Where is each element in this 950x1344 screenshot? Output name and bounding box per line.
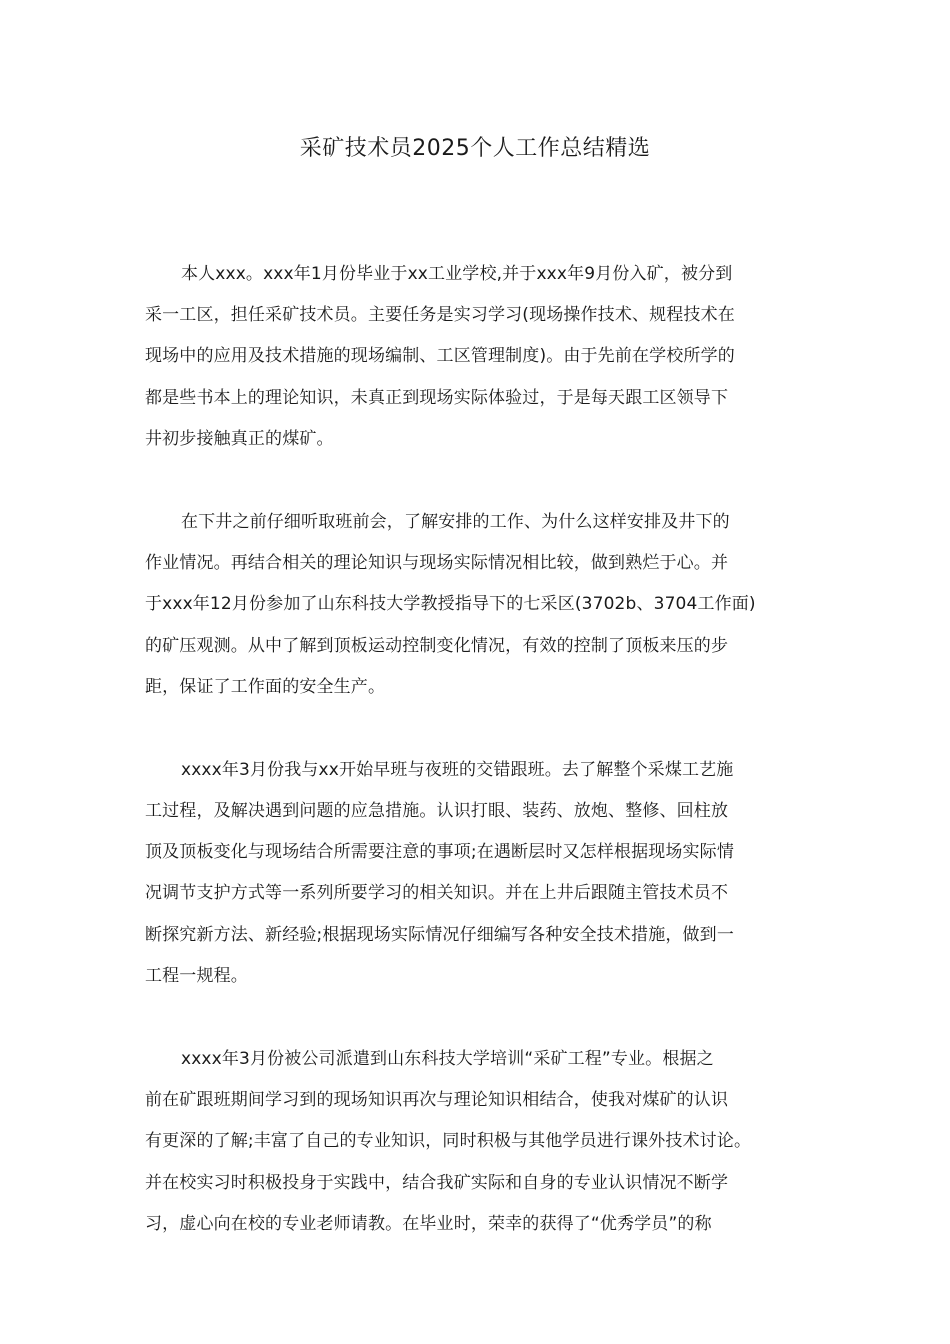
paragraph-line: 习，虚心向在校的专业老师请教。在毕业时，荣幸的获得了“优秀学员”的称 [145, 1213, 712, 1234]
paragraph-line: 的矿压观测。从中了解到顶板运动控制变化情况，有效的控制了顶板来压的步 [145, 635, 729, 656]
paragraph-1 [145, 254, 809, 460]
paragraph-line: 前在矿跟班期间学习到的现场知识再次与理论知识相结合，使我对煤矿的认识 [145, 1090, 729, 1111]
paragraph-line: 顶及顶板变化与现场结合所需要注意的事项;在遇断层时又怎样根据现场实际情 [145, 842, 734, 863]
paragraph-line: 于xxx年12月份参加了山东科技大学教授指导下的七采区(3702b、3704工作面) [145, 594, 756, 615]
paragraph-line: 采一工区，担任采矿技术员。主要任务是实习学习(现场操作技术、规程技术在 [145, 305, 735, 326]
paragraph-2 [145, 502, 809, 708]
paragraph-line: 都是些书本上的理论知识，未真正到现场实际体验过，于是每天跟工区领导下 [145, 387, 729, 408]
paragraph-4 [145, 1039, 809, 1245]
document-body [145, 254, 809, 1287]
paragraph-line: 并在校实习时积极投身于实践中，结合我矿实际和自身的专业认识情况不断学 [145, 1172, 729, 1193]
paragraph-line: xxxx年3月份我与xx开始早班与夜班的交错跟班。去了解整个采煤工艺施 [181, 759, 734, 780]
paragraph-line: 工程一规程。 [145, 965, 248, 986]
paragraph-line: 本人xxx。xxx年1月份毕业于xx工业学校,并于xxx年9月份入矿，被分到 [181, 264, 733, 284]
paragraph-line: 在下井之前仔细听取班前会，了解安排的工作、为什么这样安排及井下的 [181, 511, 730, 532]
paragraph-line: 况调节支护方式等一系列所要学习的相关知识。并在上井后跟随主管技术员不 [145, 883, 729, 904]
paragraph-line: 断探究新方法、新经验;根据现场实际情况仔细编写各种安全技术措施，做到一 [145, 924, 734, 945]
paragraph-line: 现场中的应用及技术措施的现场编制、工区管理制度)。由于先前在学校所学的 [145, 346, 735, 367]
paragraph-line: xxxx年3月份被公司派遣到山东科技大学培训“采矿工程”专业。根据之 [181, 1049, 714, 1069]
paragraph-3 [145, 750, 809, 997]
paragraph-line: 作业情况。再结合相关的理论知识与现场实际情况相比较，做到熟烂于心。并 [145, 553, 729, 574]
document-title: 采矿技术员2025个人工作总结精选 [299, 136, 651, 161]
paragraph-line: 距，保证了工作面的安全生产。 [145, 676, 386, 697]
paragraph-line: 井初步接触真正的煤矿。 [145, 428, 334, 449]
paragraph-line: 有更深的了解;丰富了自己的专业知识，同时积极与其他学员进行课外技术讨论。 [145, 1131, 752, 1152]
paragraph-line: 工过程，及解决遇到问题的应急措施。认识打眼、装药、放炮、整修、回柱放 [145, 801, 729, 822]
